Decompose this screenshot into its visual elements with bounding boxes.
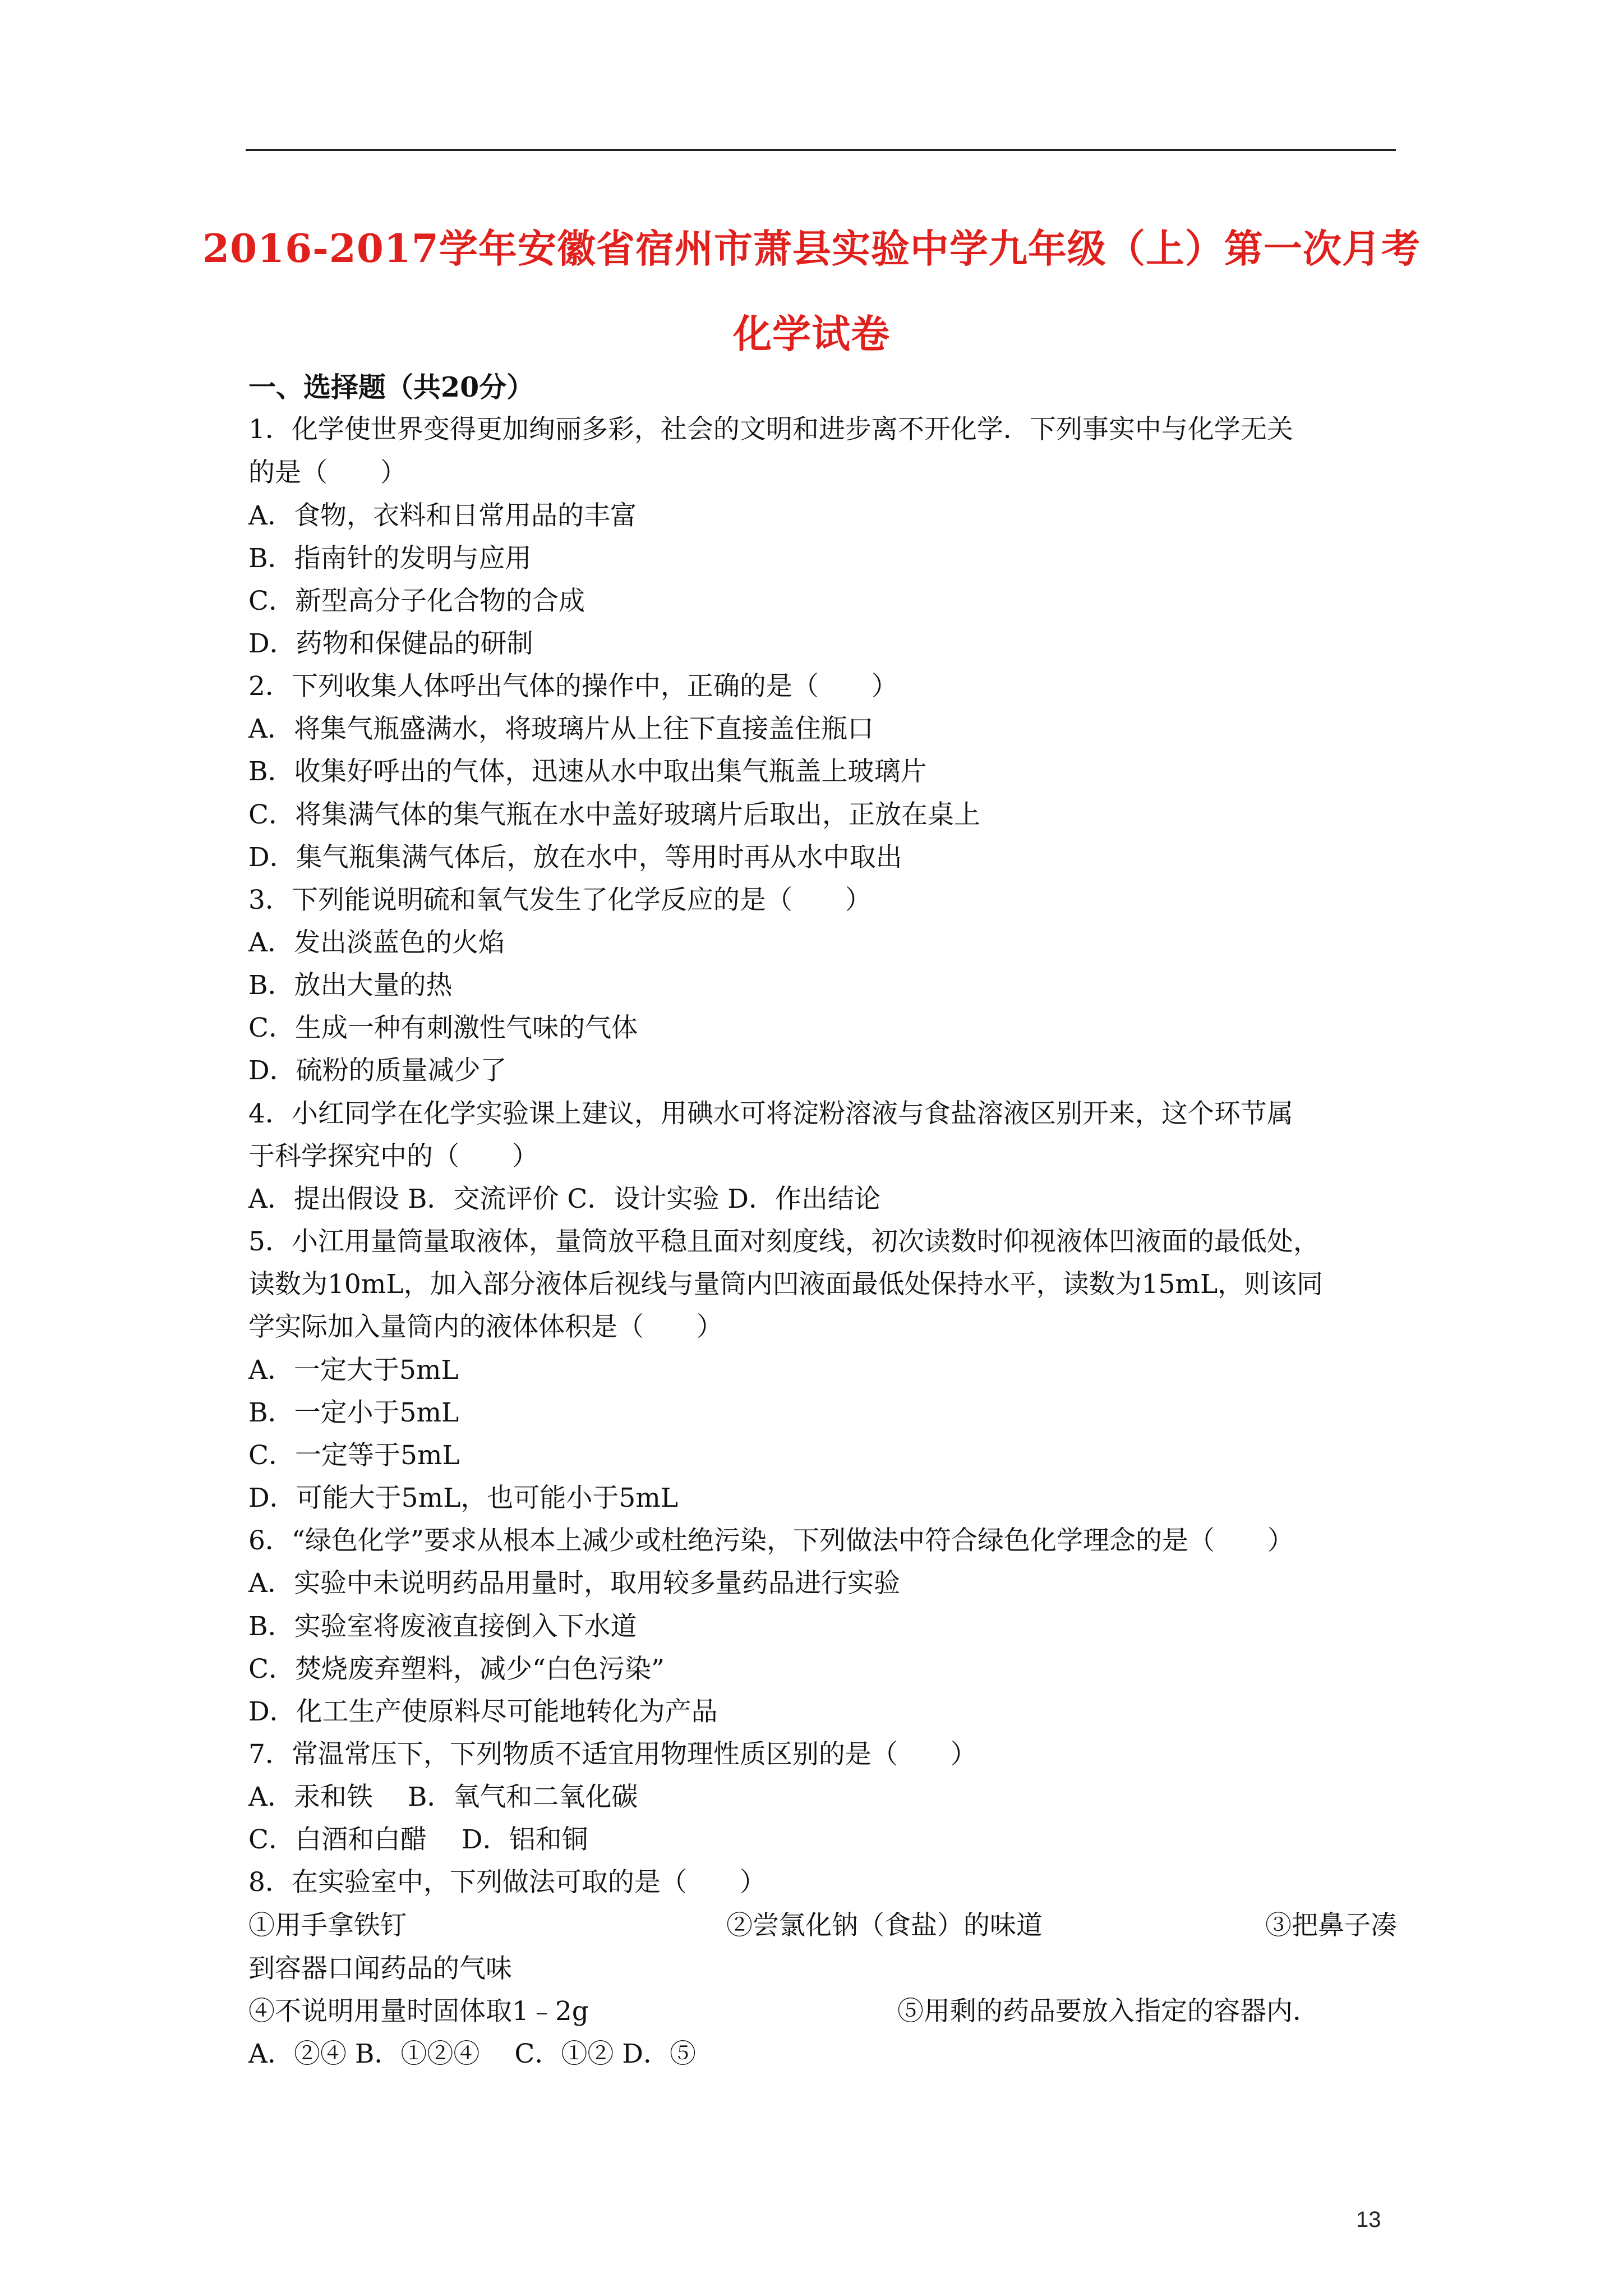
text-line: A．食物，衣料和日常用品的丰富 (248, 500, 637, 531)
page-title-line2: 化学试卷 (733, 311, 890, 357)
text-line: D．化工生产使原料尽可能地转化为产品 (248, 1696, 718, 1727)
text-line: D．硫粉的质量减少了 (248, 1055, 507, 1086)
section-heading: 一、选择题（共20分） (248, 371, 534, 403)
header-rule (246, 149, 1396, 151)
q8-choice: ①用手拿铁钉 (248, 1910, 407, 1941)
text-line: A．一定大于5mL (248, 1355, 459, 1386)
text-line: 5．小江用量筒量取液体，量筒放平稳且面对刻度线，初次读数时仰视液体凹液面的最低处， (248, 1226, 1320, 1257)
text-line: B．指南针的发明与应用 (248, 543, 532, 574)
text-line: 3．下列能说明硫和氧气发生了化学反应的是（ ） (248, 885, 872, 915)
text-line: A．将集气瓶盛满水，将玻璃片从上往下直接盖住瓶口 (248, 714, 874, 744)
page-title-line1: 2016-2017学年安徽省宿州市萧县实验中学九年级（上）第一次月考 (202, 226, 1421, 272)
q8-choice: ⑤用剩的药品要放入指定的容器内． (897, 1996, 1319, 2027)
text-line: A．提出假设 B．交流评价 C．设计实验 D．作出结论 (248, 1184, 880, 1214)
text-line: 学实际加入量筒内的液体体积是（ ） (248, 1312, 723, 1342)
text-line: 到容器口闻药品的气味 (248, 1953, 512, 1984)
page-number: 13 (1356, 2207, 1381, 2232)
text-line: B．一定小于5mL (248, 1397, 459, 1428)
q8-choice: ④不说明用量时固体取1﹣2g (248, 1996, 589, 2027)
text-line: C．白酒和白醋 D．铝和铜 (248, 1824, 588, 1855)
text-line: 7．常温常压下，下列物质不适宜用物理性质区别的是（ ） (248, 1739, 977, 1770)
text-line: B．收集好呼出的气体，迅速从水中取出集气瓶盖上玻璃片 (248, 756, 927, 787)
text-line: 2．下列收集人体呼出气体的操作中，正确的是（ ） (248, 671, 898, 702)
q8-choice: ③把鼻子凑 (1265, 1910, 1397, 1941)
text-line: C．焚烧废弃塑料，减少“白色污染” (248, 1654, 665, 1685)
text-line: D．集气瓶集满气体后，放在水中，等用时再从水中取出 (248, 842, 902, 873)
text-line: C．生成一种有刺激性气味的气体 (248, 1013, 638, 1043)
text-line: B．实验室将废液直接倒入下水道 (248, 1611, 637, 1642)
text-line: B．放出大量的热 (248, 970, 453, 1001)
text-line: D．药物和保健品的研制 (248, 628, 533, 659)
text-line: 4．小红同学在化学实验课上建议，用碘水可将淀粉溶液与食盐溶液区别开来，这个环节属 (248, 1098, 1293, 1129)
text-line: C．将集满气体的集气瓶在水中盖好玻璃片后取出，正放在桌上 (248, 799, 980, 830)
text-line: A．汞和铁 B．氧气和二氧化碳 (248, 1782, 638, 1812)
text-line: C．新型高分子化合物的合成 (248, 586, 585, 616)
text-line: A．实验中未说明药品用量时，取用较多量药品进行实验 (248, 1568, 900, 1599)
text-line: 8．在实验室中，下列做法可取的是（ ） (248, 1867, 766, 1898)
text-line: D．可能大于5mL，也可能小于5mL (248, 1483, 679, 1513)
text-line: 于科学探究中的（ ） (248, 1141, 538, 1172)
text-line: 的是（ ） (248, 457, 407, 488)
text-line: A．发出淡蓝色的火焰 (248, 927, 505, 958)
text-line: 6．“绿色化学”要求从根本上减少或杜绝污染，下列做法中符合绿色化学理念的是（ ） (248, 1525, 1294, 1556)
q8-choice: ②尝氯化钠（食盐）的味道 (726, 1910, 1043, 1941)
text-line: 1．化学使世界变得更加绚丽多彩，社会的文明和进步离不开化学．下列事实中与化学无关 (248, 414, 1293, 445)
q8-options: A．②④ B．①②④ C．①② D．⑤ (248, 2039, 696, 2069)
text-line: 读数为10mL，加入部分液体后视线与量筒内凹液面最低处保持水平，读数为15mL，则该同 (248, 1269, 1324, 1300)
text-line: C．一定等于5mL (248, 1440, 460, 1471)
